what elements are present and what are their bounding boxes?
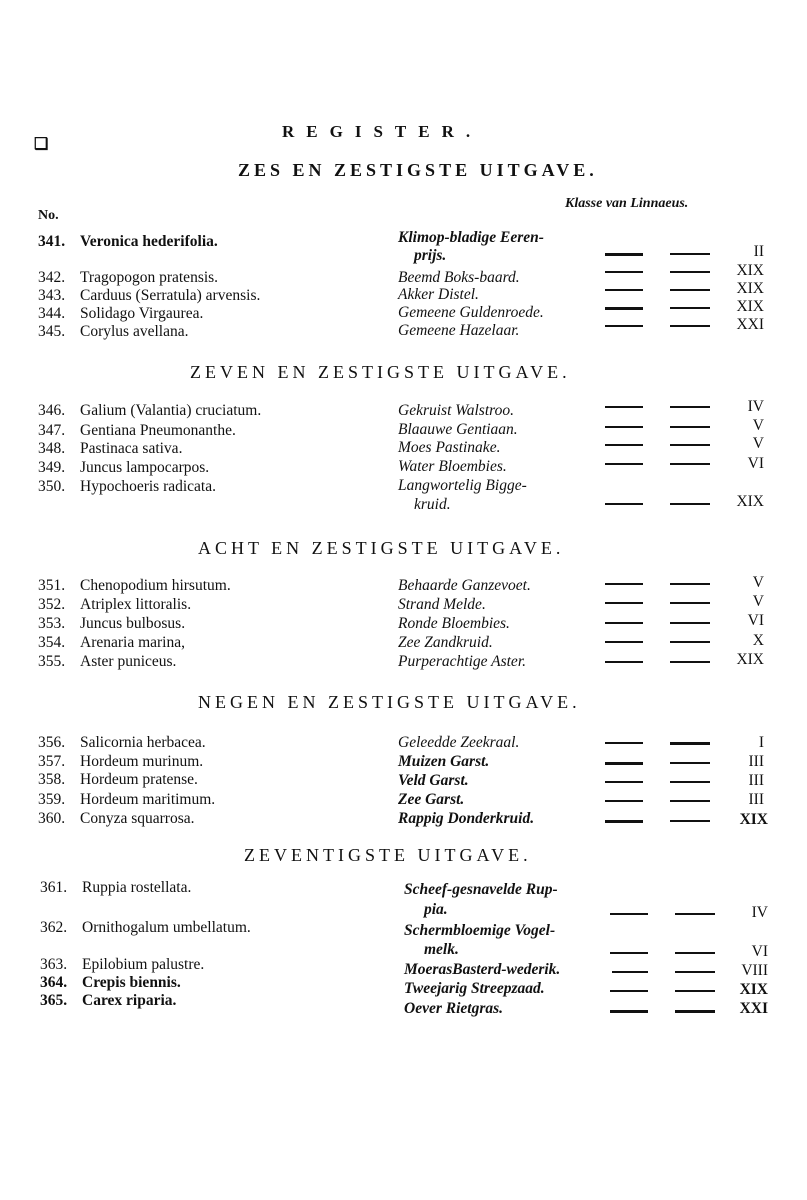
entry-latin-name: Pastinaca sativa. [80,440,183,457]
entry-dutch-name: MoerasBasterd-wederik. [404,961,561,978]
leader-dash [610,990,648,992]
section-title: ZEVENTIGSTE UITGAVE. [244,845,532,865]
entry-number: 364. [40,974,68,991]
section-title: ACHT EN ZESTIGSTE UITGAVE. [198,538,565,558]
entry-linnaeus-class: VI [751,943,768,960]
entry-number: 357. [38,753,66,770]
entry-latin-name: Carduus (Serratula) arvensis. [80,287,261,304]
leader-dash [675,990,715,992]
entry-linnaeus-class: X [752,632,764,649]
leader-dash [670,444,710,446]
entry-dutch-name: Ronde Bloembies. [398,615,510,632]
leader-dash [605,583,643,585]
leader-dash [605,602,643,604]
leader-dash [605,781,643,783]
entry-dutch-name: Rappig Donderkruid. [398,810,535,827]
leader-dash [670,742,710,745]
leader-dash [670,762,710,764]
entry-latin-name: Hordeum murinum. [80,753,204,770]
leader-dash [670,781,710,783]
entry-dutch-name: Geleedde Zeekraal. [398,734,520,751]
entry-dutch-name: Moes Pastinake. [398,439,501,456]
entry-number: 360. [38,810,66,827]
leader-dash [605,289,643,291]
entry-linnaeus-class: XIX [739,981,768,998]
leader-dash [605,641,643,643]
entry-linnaeus-class: XIX [736,280,764,297]
entry-latin-name: Hordeum pratense. [80,771,198,788]
entry-dutch-name: Oever Rietgras. [404,1000,504,1017]
entry-dutch-name: Beemd Boks-baard. [398,269,520,286]
entry-number: 342. [38,269,66,286]
entry-latin-name: Gentiana Pneumonanthe. [80,422,236,439]
entry-number: 363. [40,956,68,973]
entry-linnaeus-class: V [752,417,764,434]
entry-number: 348. [38,440,66,457]
leader-dash [605,800,643,802]
leader-dash [605,253,643,256]
entry-linnaeus-class: XIX [736,493,764,510]
entry-latin-name: Juncus lampocarpos. [80,459,210,476]
entry-latin-name: Ruppia rostellata. [82,879,192,896]
entry-dutch-name-continued: kruid. [414,496,451,513]
leader-dash [612,971,648,973]
leader-dash [605,271,643,273]
entry-dutch-name: Langwortelig Bigge- [398,477,527,494]
leader-dash [670,602,710,604]
leader-dash [605,622,643,624]
entry-linnaeus-class: XIX [736,651,764,668]
entry-latin-name: Galium (Valantia) cruciatum. [80,402,262,419]
leader-dash [610,913,648,915]
entry-linnaeus-class: XIX [739,811,768,828]
entry-number: 352. [38,596,66,613]
entry-dutch-name: Muizen Garst. [398,753,490,770]
entry-latin-name: Hypochoeris radicata. [80,478,216,495]
entry-number: 361. [40,879,68,896]
page-title: REGISTER. [282,122,483,141]
entry-linnaeus-class: XIX [736,262,764,279]
entry-latin-name: Aster puniceus. [80,653,177,670]
entry-latin-name: Veronica hederifolia. [80,233,218,250]
entry-latin-name: Chenopodium hirsutum. [80,577,231,594]
entry-linnaeus-class: IV [751,904,768,921]
section-title: NEGEN EN ZESTIGSTE UITGAVE. [198,692,581,712]
entry-number: 343. [38,287,66,304]
entry-linnaeus-class: I [758,734,764,751]
entry-latin-name: Corylus avellana. [80,323,189,340]
leader-dash [605,463,643,465]
leader-dash [670,325,710,327]
leader-dash [605,762,643,765]
entry-linnaeus-class: V [752,435,764,452]
leader-dash [670,426,710,428]
entry-number: 362. [40,919,68,936]
entry-dutch-name: Strand Melde. [398,596,486,613]
entry-dutch-name: Purperachtige Aster. [398,653,527,670]
entry-number: 346. [38,402,66,419]
entry-number: 353. [38,615,66,632]
entry-dutch-name-continued: melk. [424,941,459,958]
entry-latin-name: Tragopogon pratensis. [80,269,219,286]
entry-dutch-name: Scheef-gesnavelde Rup- [404,881,558,898]
entry-latin-name: Hordeum maritimum. [80,791,216,808]
leader-dash [605,503,643,505]
entry-latin-name: Salicornia herbacea. [80,734,206,751]
entry-linnaeus-class: XXI [736,316,764,333]
entry-dutch-name: Gemeene Guldenroede. [398,304,544,321]
leader-dash [610,1010,648,1013]
entry-linnaeus-class: VIII [741,962,768,979]
leader-dash [670,503,710,505]
leader-dash [605,426,643,428]
entry-linnaeus-class: V [752,593,764,610]
leader-dash [675,913,715,915]
entry-number: 351. [38,577,66,594]
leader-dash [670,641,710,643]
entry-linnaeus-class: II [753,243,764,260]
entry-number: 358. [38,771,66,788]
leader-dash [670,271,710,273]
entry-dutch-name: Zee Zandkruid. [398,634,493,651]
leader-dash [670,583,710,585]
leader-dash [605,325,643,327]
entry-latin-name: Juncus bulbosus. [80,615,186,632]
ornament-mark: ❑ [34,136,49,153]
entry-number: 359. [38,791,66,808]
entry-linnaeus-class: VI [747,612,764,629]
entry-number: 356. [38,734,66,751]
entry-linnaeus-class: V [752,574,764,591]
entry-dutch-name: Akker Distel. [398,286,479,303]
entry-number: 344. [38,305,66,322]
leader-dash [605,406,643,408]
entry-number: 355. [38,653,66,670]
entry-latin-name: Solidago Virgaurea. [80,305,204,322]
leader-dash [675,952,715,954]
leader-dash [670,307,710,309]
entry-dutch-name: Behaarde Ganzevoet. [398,577,531,594]
entry-latin-name: Arenaria marina, [80,634,185,651]
leader-dash [605,820,643,823]
entry-dutch-name: Gemeene Hazelaar. [398,322,520,339]
entry-dutch-name: Blaauwe Gentiaan. [398,421,518,438]
leader-dash [670,800,710,802]
column-header-klasse: Klasse van Linnaeus. [565,196,689,211]
leader-dash [670,289,710,291]
entry-dutch-name: Gekruist Walstroo. [398,402,514,419]
leader-dash [675,971,715,973]
leader-dash [605,444,643,446]
entry-linnaeus-class: VI [747,455,764,472]
entry-linnaeus-class: III [748,753,764,770]
entry-latin-name: Carex riparia. [82,992,177,1009]
section-title: ZEVEN EN ZESTIGSTE UITGAVE. [190,362,571,382]
entry-number: 345. [38,323,66,340]
entry-number: 349. [38,459,66,476]
entry-dutch-name: Klimop-bladige Eeren- [398,229,544,246]
leader-dash [605,661,643,663]
entry-number: 341. [38,233,66,250]
entry-linnaeus-class: III [748,791,764,808]
entry-number: 365. [40,992,68,1009]
entry-linnaeus-class: XXI [739,1000,768,1017]
entry-number: 350. [38,478,66,495]
entry-latin-name: Epilobium palustre. [82,956,205,973]
leader-dash [670,463,710,465]
entry-dutch-name: Tweejarig Streepzaad. [404,980,545,997]
leader-dash [670,661,710,663]
leader-dash [670,622,710,624]
entry-dutch-name: Schermbloemige Vogel- [404,922,556,939]
entry-dutch-name: Veld Garst. [398,772,469,789]
entry-dutch-name: Zee Garst. [398,791,465,808]
leader-dash [675,1010,715,1013]
leader-dash [670,253,710,255]
entry-number: 354. [38,634,66,651]
column-header-number: No. [38,208,59,223]
entry-dutch-name: Water Bloembies. [398,458,507,475]
entry-latin-name: Crepis biennis. [82,974,181,991]
entry-linnaeus-class: XIX [736,298,764,315]
leader-dash [610,952,648,954]
entry-dutch-name-continued: pia. [424,901,448,918]
leader-dash [605,307,643,310]
entry-dutch-name-continued: prijs. [414,247,447,264]
entry-latin-name: Ornithogalum umbellatum. [82,919,251,936]
entry-latin-name: Conyza squarrosa. [80,810,195,827]
entry-linnaeus-class: IV [747,398,764,415]
leader-dash [605,742,643,744]
section-title: ZES EN ZESTIGSTE UITGAVE. [238,160,598,180]
leader-dash [670,406,710,408]
entry-linnaeus-class: III [748,772,764,789]
entry-latin-name: Atriplex littoralis. [80,596,192,613]
entry-number: 347. [38,422,66,439]
leader-dash [670,820,710,822]
